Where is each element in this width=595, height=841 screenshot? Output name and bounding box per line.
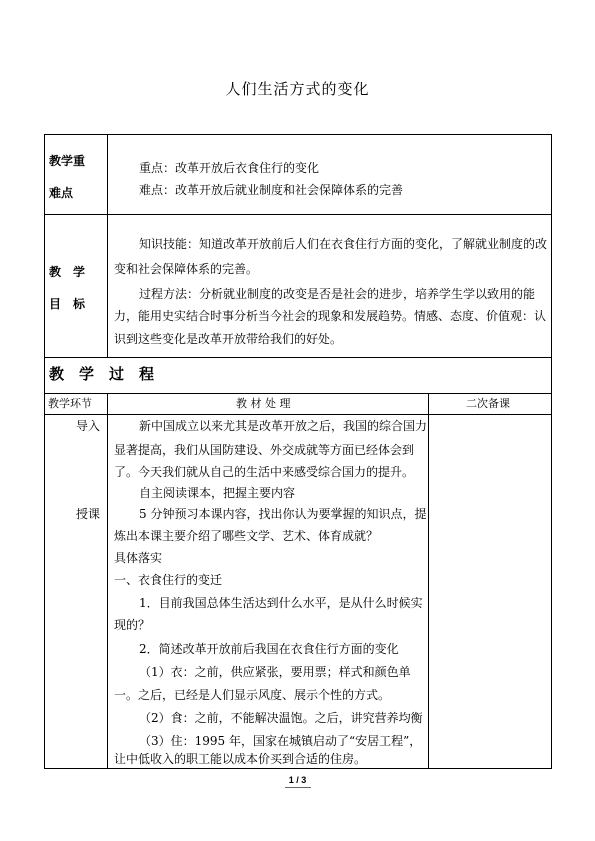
column-header-stage: 教学环节 xyxy=(48,397,92,410)
page-number: 1 / 3 xyxy=(288,775,307,785)
process-line: （3）住：1995 年，国家在城镇启动了“安居工程”， xyxy=(139,734,422,748)
goals-line: 力，能用史实结合时事分析当今社会的现象和发展趋势。情感、态度、价值观：认 xyxy=(114,309,547,323)
focus-label-line2: 难点 xyxy=(49,186,74,200)
process-line: 一、衣食住行的变迁 xyxy=(114,573,223,587)
goals-label-line1: 教 学 xyxy=(49,265,86,279)
row-divider-focus xyxy=(44,214,552,215)
page-number-underline xyxy=(285,787,311,788)
stage-label-intro: 导入 xyxy=(76,419,101,433)
process-line: 5 分钟预习本课内容，找出你认为要掌握的知识点，提 xyxy=(139,507,427,521)
table-right-border xyxy=(551,134,552,768)
table-left-border xyxy=(44,134,45,768)
goals-line: 识到这些变化是改革开放带给我们的好处。 xyxy=(114,332,343,346)
process-line: 一。之后，已经是人们显示风度、展示个性的方式。 xyxy=(114,688,391,702)
stage-column-divider xyxy=(107,393,108,768)
column-header-backup: 二次备课 xyxy=(466,397,510,410)
process-line: （1）衣：之前，供应紧张，要用票；样式和颜色单 xyxy=(139,665,411,679)
key-point-text: 重点：改革开放后衣食住行的变化 xyxy=(139,161,320,175)
process-line: 自主阅读课本，把握主要内容 xyxy=(139,486,296,500)
stage-label-teach: 授课 xyxy=(76,507,101,521)
process-line: 1．目前我国总体生活达到什么水平，是从什么时候实 xyxy=(139,596,423,610)
focus-label-line1: 教学重 xyxy=(49,154,86,168)
process-line: 具体落实 xyxy=(114,551,163,565)
process-line: 了。今天我们就从自己的生活中来感受综合国力的提升。 xyxy=(114,465,415,479)
goals-line: 知识技能：知道改革开放前后人们在衣食住行方面的变化，了解就业制度的改 xyxy=(139,237,548,251)
goals-line: 变和社会保障体系的完善。 xyxy=(114,262,259,276)
process-line: 炼出本课主要介绍了哪些文学、艺术、体育成就？ xyxy=(114,529,379,543)
row-divider-goals xyxy=(44,357,552,358)
table-top-border xyxy=(44,134,552,135)
goals-line: 过程方法：分析就业制度的改变是否是社会的进步，培养学生学以致用的能 xyxy=(139,287,536,301)
process-line: 显著提高，我们从国防建设、外交成就等方面已经体会到 xyxy=(114,443,415,457)
table-bottom-border xyxy=(44,768,552,769)
process-line: 现的？ xyxy=(114,618,151,632)
label-column-divider xyxy=(107,134,108,357)
process-line: 让中低收入的职工能以成本价买到合适的住房。 xyxy=(114,752,367,766)
difficult-point-text: 难点：改革开放后就业制度和社会保障体系的完善 xyxy=(139,183,404,197)
process-line: （2）食：之前，不能解决温饱。之后，讲究营养均衡 xyxy=(139,711,423,725)
goals-label-line2: 目 标 xyxy=(49,297,86,311)
document-title: 人们生活方式的变化 xyxy=(225,80,370,98)
process-line: 2．简述改革开放前后我国在衣食住行方面的变化 xyxy=(139,642,399,656)
process-heading: 教 学 过 程 xyxy=(49,365,155,383)
column-header-material: 教 材 处 理 xyxy=(236,397,291,410)
process-line: 新中国成立以来尤其是改革开放之后，我国的综合国力 xyxy=(139,419,428,433)
backup-column-divider xyxy=(428,393,429,768)
